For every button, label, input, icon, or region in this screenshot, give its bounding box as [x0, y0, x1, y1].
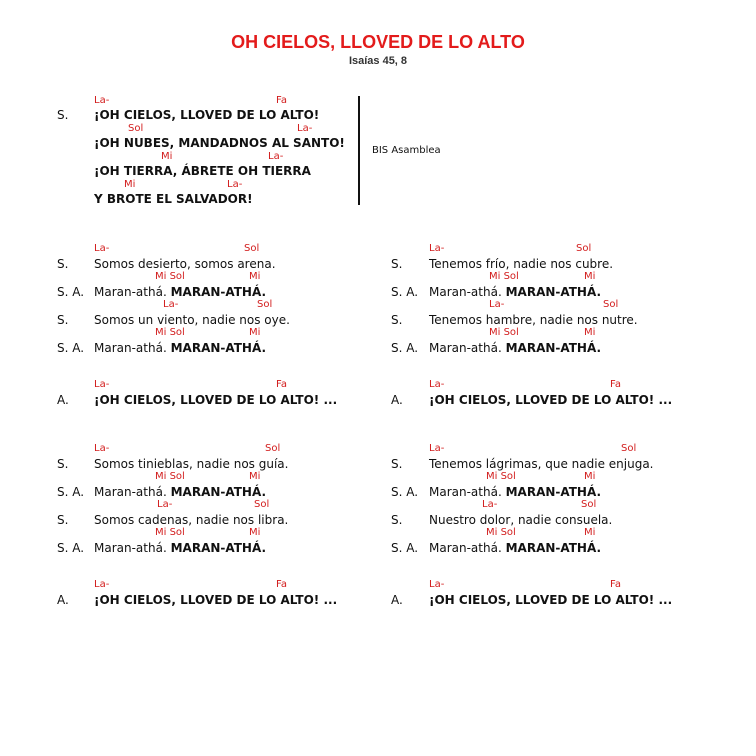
maran-plain: Maran-athá. [429, 541, 502, 555]
maran-line [94, 541, 266, 555]
stanza-line: Somos tinieblas, nadie nos guía. [94, 457, 289, 471]
chord: La- [268, 151, 284, 162]
chord: La- [489, 299, 505, 310]
chord: Mi [249, 271, 261, 282]
stanza-line: Somos desierto, somos arena. [94, 257, 276, 271]
role-soloist-assembly: S. A. [391, 341, 419, 355]
chord: La- [482, 499, 498, 510]
role-soloist-assembly: S. A. [391, 541, 419, 555]
chord: Fa [276, 579, 287, 590]
role-soloist: S. [57, 257, 69, 271]
maran-plain: Maran-athá. [429, 341, 502, 355]
role-assembly: A. [391, 593, 403, 607]
chord: Fa [610, 379, 621, 390]
chord: Mi Sol [155, 327, 185, 338]
chord: Mi [249, 527, 261, 538]
refrain-line-4: Y BROTE EL SALVADOR! [94, 192, 253, 206]
chord: La- [94, 243, 110, 254]
chord: Mi Sol [486, 527, 516, 538]
maran-bold: MARAN-ATHÁ. [505, 285, 602, 299]
role-assembly: A. [57, 593, 69, 607]
maran-line [94, 341, 266, 355]
maran-line [429, 541, 601, 555]
chord: La- [429, 243, 445, 254]
chord: Mi Sol [486, 471, 516, 482]
chord: La- [94, 379, 110, 390]
chord: Mi [584, 271, 596, 282]
role-soloist: S. [391, 513, 403, 527]
chord: Sol [581, 499, 597, 510]
maran-line [94, 285, 266, 299]
maran-bold: MARAN-ATHÁ. [170, 485, 267, 499]
maran-plain: Maran-athá. [429, 485, 502, 499]
chord: Sol [254, 499, 270, 510]
chord: Sol [244, 243, 260, 254]
maran-bold: MARAN-ATHÁ. [170, 285, 267, 299]
chord: Mi Sol [155, 471, 185, 482]
chord: Mi Sol [155, 527, 185, 538]
chord: La- [94, 95, 110, 106]
short-refrain-line: ¡OH CIELOS, LLOVED DE LO ALTO! ... [429, 393, 673, 407]
role-soloist: S. [391, 457, 403, 471]
chord: Sol [257, 299, 273, 310]
chord: La- [429, 579, 445, 590]
maran-plain: Maran-athá. [94, 285, 167, 299]
refrain-line-3: ¡OH TIERRA, ÁBRETE OH TIERRA [94, 164, 311, 178]
chord: Mi [161, 151, 173, 162]
maran-line [429, 341, 601, 355]
chord: Mi Sol [489, 271, 519, 282]
role-soloist-assembly: S. A. [57, 285, 85, 299]
refrain-line-2: ¡OH NUBES, MANDADNOS AL SANTO! [94, 136, 345, 150]
chord: La- [429, 379, 445, 390]
chord: Sol [128, 123, 144, 134]
stanza-line: Tenemos lágrimas, que nadie enjuga. [429, 457, 654, 471]
role-assembly: A. [391, 393, 403, 407]
chord: Fa [610, 579, 621, 590]
chord: Mi [584, 327, 596, 338]
maran-line [94, 485, 266, 499]
role-soloist: S. [57, 513, 69, 527]
stanza-line: Somos un viento, nadie nos oye. [94, 313, 290, 327]
chord: Mi [584, 527, 596, 538]
chord: La- [94, 443, 110, 454]
chord: Mi Sol [489, 327, 519, 338]
maran-plain: Maran-athá. [429, 285, 502, 299]
role-soloist-assembly: S. A. [57, 341, 85, 355]
chord: La- [227, 179, 243, 190]
role-soloist: S. [391, 257, 403, 271]
song-title: OH CIELOS, LLOVED DE LO ALTO [231, 32, 525, 52]
role-soloist-assembly: S. A. [391, 285, 419, 299]
chord: La- [157, 499, 173, 510]
maran-plain: Maran-athá. [94, 485, 167, 499]
stanza-line: Tenemos frío, nadie nos cubre. [429, 257, 614, 271]
refrain-line-1: ¡OH CIELOS, LLOVED DE LO ALTO! [94, 108, 320, 122]
chord: Mi Sol [155, 271, 185, 282]
chord: Sol [603, 299, 619, 310]
chord: Mi [249, 471, 261, 482]
role-soloist: S. [57, 108, 69, 122]
maran-line [429, 485, 601, 499]
role-soloist-assembly: S. A. [57, 541, 85, 555]
chord: Mi [124, 179, 136, 190]
chord: Sol [621, 443, 637, 454]
role-soloist: S. [57, 457, 69, 471]
chord: La- [429, 443, 445, 454]
role-soloist: S. [391, 313, 403, 327]
chord: Sol [265, 443, 281, 454]
stanza-line: Nuestro dolor, nadie consuela. [429, 513, 613, 527]
maran-bold: MARAN-ATHÁ. [505, 485, 602, 499]
role-soloist-assembly: S. A. [57, 485, 85, 499]
maran-line [429, 285, 601, 299]
maran-bold: MARAN-ATHÁ. [505, 341, 602, 355]
stanza-line: Somos cadenas, nadie nos libra. [94, 513, 289, 527]
maran-bold: MARAN-ATHÁ. [170, 341, 267, 355]
short-refrain-line: ¡OH CIELOS, LLOVED DE LO ALTO! ... [429, 593, 673, 607]
chord: La- [94, 579, 110, 590]
chord: Mi [249, 327, 261, 338]
maran-bold: MARAN-ATHÁ. [505, 541, 602, 555]
chord: Mi [584, 471, 596, 482]
role-soloist-assembly: S. A. [391, 485, 419, 499]
chord: Sol [576, 243, 592, 254]
short-refrain-line: ¡OH CIELOS, LLOVED DE LO ALTO! ... [94, 393, 338, 407]
chord: Fa [276, 95, 287, 106]
maran-plain: Maran-athá. [94, 541, 167, 555]
role-soloist: S. [57, 313, 69, 327]
bis-label: BIS Asamblea [372, 145, 441, 156]
bis-divider [358, 96, 360, 205]
maran-plain: Maran-athá. [94, 341, 167, 355]
role-assembly: A. [57, 393, 69, 407]
chord: Fa [276, 379, 287, 390]
song-subtitle: Isaías 45, 8 [348, 55, 408, 67]
short-refrain-line: ¡OH CIELOS, LLOVED DE LO ALTO! ... [94, 593, 338, 607]
chord: La- [297, 123, 313, 134]
maran-bold: MARAN-ATHÁ. [170, 541, 267, 555]
stanza-line: Tenemos hambre, nadie nos nutre. [429, 313, 638, 327]
chord: La- [163, 299, 179, 310]
